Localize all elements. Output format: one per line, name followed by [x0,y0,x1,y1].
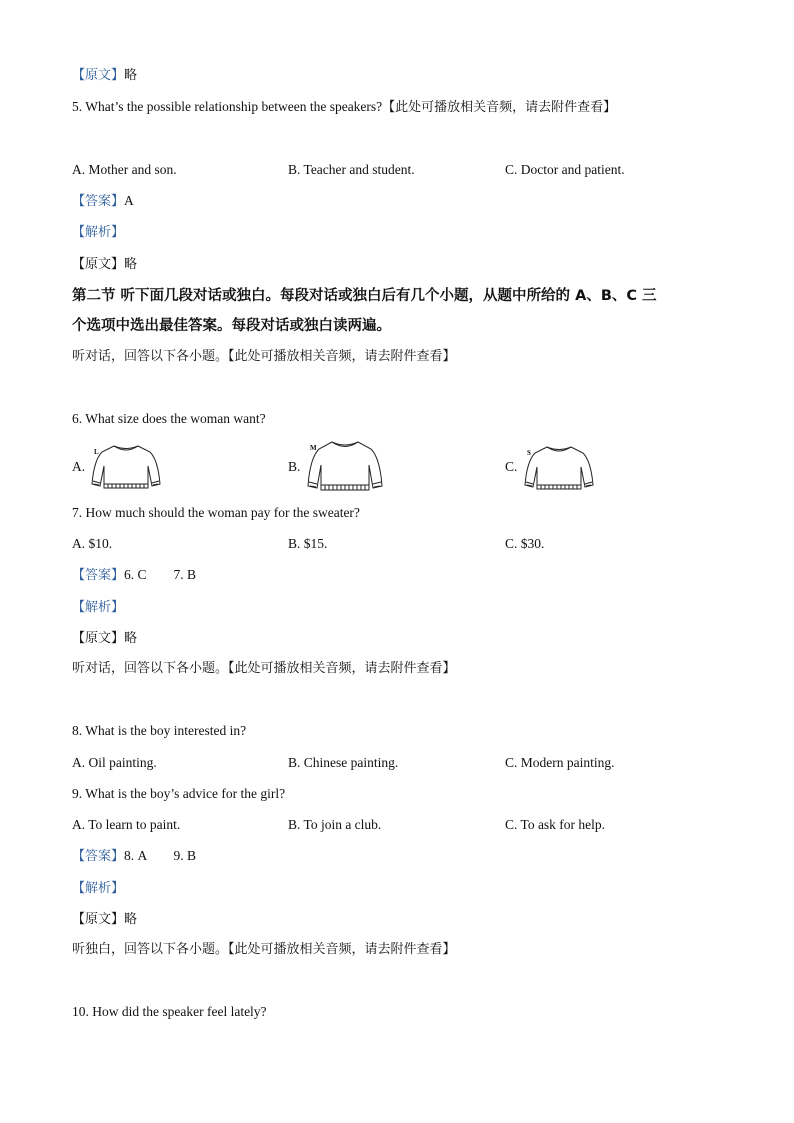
yuanwen-text: 略 [124,631,138,646]
yuanwen-tag: 【原文】 [72,631,125,646]
group-intro[interactable]: 听对话，回答以下各小题。【此处可播放相关音频，请去附件查看】 [72,661,456,676]
option-9b: B. To join a club. [288,817,382,832]
question-7: 7. How much should the woman pay for the sweater? [72,505,360,520]
option-6b-label: B. [288,459,301,474]
option-8b: B. Chinese painting. [288,755,399,770]
group-intro[interactable]: 听独白，回答以下各小题。【此处可播放相关音频，请去附件查看】 [72,942,456,957]
size-label-m: M [310,444,317,452]
yuanwen-line [72,255,137,274]
yuanwen-tag: 【原文】 [72,257,125,272]
option-9a: A. To learn to paint. [72,817,181,832]
section-heading-line2: 个选项中选出最佳答案。每段对话或独白读两遍。 [72,318,391,334]
yuanwen-line [72,629,137,648]
sweater-l-image [90,442,162,494]
size-label-s: S [527,449,531,457]
question-5 [72,98,616,117]
yuanwen-text: 略 [124,68,138,83]
option-7b: B. $15. [288,536,328,551]
analysis-tag: 【解析】 [72,225,125,240]
analysis-tag: 【解析】 [72,881,125,896]
yuanwen-line [72,910,137,929]
option-6c-label: C. [505,459,518,474]
audio-note[interactable]: 【此处可播放相关音频，请去附件查看】 [382,100,617,115]
option-8c: C. Modern painting. [505,755,615,770]
question-6: 6. What size does the woman want? [72,411,266,426]
option-7c: C. $30. [505,536,545,551]
question-9: 9. What is the boy’s advice for the girl? [72,786,286,801]
option-5a: A. Mother and son. [72,162,177,177]
sweater-s-image [523,443,595,495]
answer-tag: 【答案】 [72,194,125,209]
size-label-l: L [94,448,99,456]
sweater-m-image [306,438,384,496]
question-5-text: 5. What’s the possible relationship between the speakers? [72,99,383,114]
yuanwen-tag: 【原文】 [72,912,125,927]
answer-text: 8. A 9. B [124,848,197,863]
analysis-tag: 【解析】 [72,600,125,615]
question-10: 10. How did the speaker feel lately? [72,1004,267,1019]
option-8a: A. Oil painting. [72,755,157,770]
answer-line [72,847,196,866]
answer-line [72,566,196,585]
analysis-line [72,223,124,242]
section-heading-line1: 第二节 听下面几段对话或独白。每段对话或独白后有几个小题，从题中所给的 A、B、C 三 [72,288,657,304]
answer-tag: 【答案】 [72,849,125,864]
answer-line [72,192,134,211]
answer-text: A [124,193,134,208]
yuanwen-text: 略 [124,257,138,272]
option-6a-label: A. [72,459,86,474]
option-5c: C. Doctor and patient. [505,162,625,177]
option-7a: A. $10. [72,536,113,551]
analysis-line [72,879,124,898]
yuanwen-text: 略 [124,912,138,927]
yuanwen-line [72,66,137,85]
analysis-line [72,598,124,617]
yuanwen-tag: 【原文】 [72,68,125,83]
answer-text: 6. C 7. B [124,567,197,582]
answer-tag: 【答案】 [72,568,125,583]
question-8: 8. What is the boy interested in? [72,723,247,738]
option-5b: B. Teacher and student. [288,162,415,177]
option-9c: C. To ask for help. [505,817,606,832]
group-intro[interactable]: 听对话，回答以下各小题。【此处可播放相关音频，请去附件查看】 [72,349,456,364]
